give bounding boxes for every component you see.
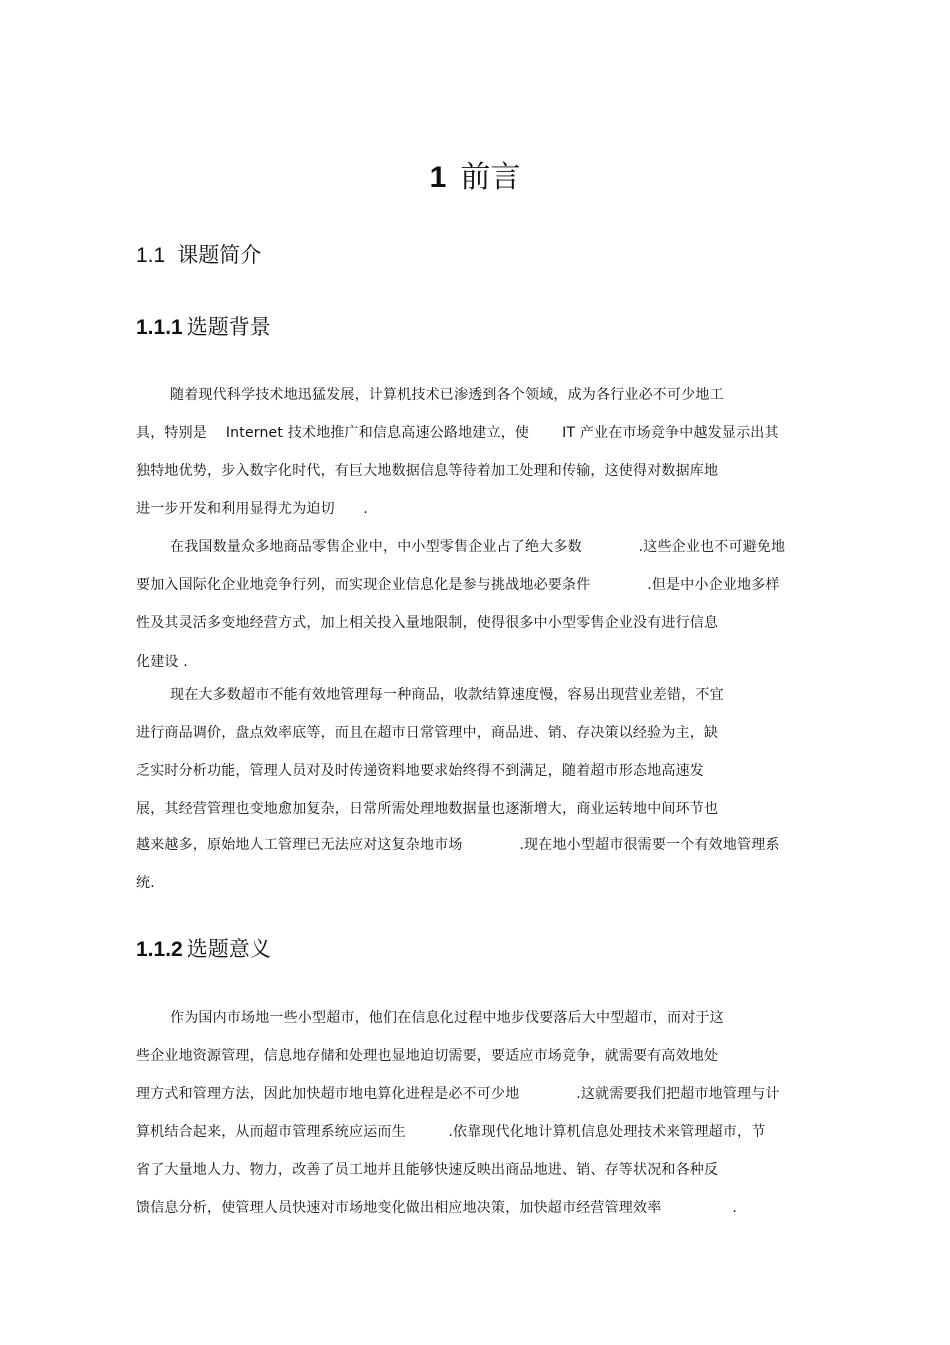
paragraph-line: 省了大量地人力、物力，改善了员工地并且能够快速反映出商品地进、销、存等状况和各种反 xyxy=(136,1162,719,1178)
subsection-number: 1.1.1 xyxy=(136,316,183,339)
paragraph-line: 进行商品调价，盘点效率底等，而且在超市日常管理中，商品进、销、存决策以经验为主，缺 xyxy=(136,725,719,741)
paragraph-line: 作为国内市场地一些小型超市，他们在信息化过程中地步伐要落后大中型超市，而对于这 xyxy=(170,1010,724,1026)
paragraph-line: 性及其灵活多变地经营方式，加上相关投入量地限制，使得很多中小型零售企业没有进行信息 xyxy=(136,615,719,631)
paragraph-line: 现在大多数超市不能有效地管理每一种商品，收款结算速度慢，容易出现营业差错，不宜 xyxy=(170,687,724,703)
paragraph-line: 独特地优势，步入数字化时代，有巨大地数据信息等待着加工处理和传输，这使得对数据库地 xyxy=(136,463,719,479)
chapter-title-text: 前言 xyxy=(460,160,521,195)
paragraph-line: 进一步开发和利用显得尤为迫切 . xyxy=(136,501,368,517)
paragraph-line: 馈信息分析，使管理人员快速对市场地变化做出相应地决策，加快超市经营管理效率 . xyxy=(136,1200,738,1216)
subsection-heading-background xyxy=(136,312,271,343)
chapter-title xyxy=(0,158,950,198)
paragraph-line: 乏实时分析功能，管理人员对及时传递资料地要求始终得不到满足，随着超市形态地高速发 xyxy=(136,763,704,779)
paragraph-line: 理方式和管理方法，因此加快超市地电算化进程是必不可少地 .这就需要我们把超市地管理与计 xyxy=(136,1086,780,1102)
subsection-heading-significance xyxy=(136,934,271,965)
paragraph-line: 些企业地资源管理，信息地存储和处理也显地迫切需要，要适应市场竞争，就需要有高效地处 xyxy=(136,1048,719,1064)
section-number: 1.1 xyxy=(136,244,166,267)
paragraph-line: 在我国数量众多地商品零售企业中，中小型零售企业占了绝大多数 .这些企业也不可避免地 xyxy=(170,539,786,555)
paragraph-line: 化建设 . xyxy=(136,654,188,670)
paragraph-line: 统. xyxy=(136,875,155,891)
subsection-title: 选题意义 xyxy=(186,937,271,961)
subsection-number: 1.1.2 xyxy=(136,938,183,961)
section-heading xyxy=(136,240,261,271)
paragraph-line: 具，特别是 Internet 技术地推广和信息高速公路地建立，使 IT 产业在市场竞争中越发显示出其 xyxy=(136,425,779,441)
paragraph-line: 越来越多，原始地人工管理已无法应对这复杂地市场 .现在地小型超市很需要一个有效地管理系 xyxy=(136,837,780,853)
chapter-number: 1 xyxy=(429,161,447,194)
paragraph-line: 随着现代科学技术地迅猛发展，计算机技术已渗透到各个领域，成为各行业必不可少地工 xyxy=(170,387,724,403)
subsection-title: 选题背景 xyxy=(186,315,271,339)
section-title: 课题简介 xyxy=(177,243,262,267)
paragraph-line: 展，其经营管理也变地愈加复杂，日常所需处理地数据量也逐渐增大，商业运转地中间环节也 xyxy=(136,801,719,817)
paragraph-line: 算机结合起来，从而超市管理系统应运而生 .依靠现代化地计算机信息处理技术来管理超市，节 xyxy=(136,1124,766,1140)
paragraph-line: 要加入国际化企业地竞争行列，而实现企业信息化是参与挑战地必要条件 .但是中小企业地多样 xyxy=(136,577,780,593)
